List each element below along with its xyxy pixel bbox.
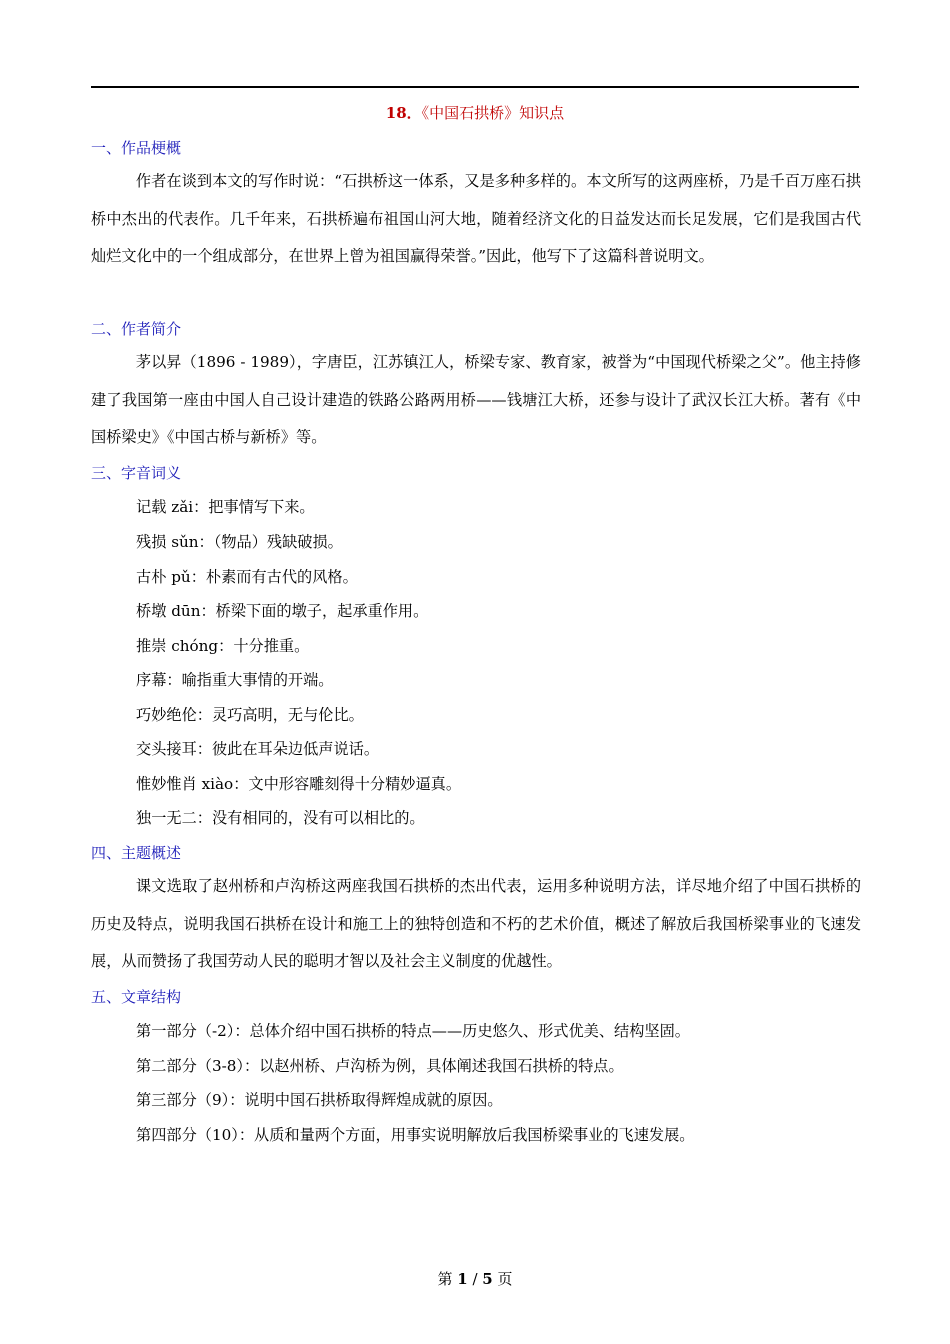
vocab-item: 古朴 pǔ：朴素而有古代的风格。 [136,568,358,586]
heading-author: 二、作者简介 [91,320,182,338]
heading-theme: 四、主题概述 [91,844,182,862]
theme-paragraph: 课文选取了赵州桥和卢沟桥这两座我国石拱桥的杰出代表，运用多种说明方法，详尽地介绍了中国石拱桥的历史及特点，说明我国石拱桥在设计和施工上的独特创造和不朽的艺术价值，概述了解放后我国桥梁事业的飞速发展，从而赞扬了我国劳动人民的聪明才智以及社会主义制度的优越性。 [91,877,861,970]
vocab-item: 惟妙惟肖 xiào：文中形容雕刻得十分精妙逼真。 [136,775,462,793]
footer-prefix: 第 [437,1270,458,1288]
page-footer [0,1268,950,1289]
header-rule [91,86,859,88]
vocab-item: 残损 sǔn：（物品）残缺破损。 [136,533,343,551]
title-number: 18． [385,104,422,122]
footer-current-page: 1 [457,1270,468,1288]
vocab-item: 巧妙绝伦：灵巧高明，无与伦比。 [136,706,364,724]
title-text: 《中国石拱桥》知识点 [421,104,565,122]
page-title [0,102,950,123]
structure-item: 第三部分（9）：说明中国石拱桥取得辉煌成就的原因。 [136,1091,503,1109]
structure-item: 第一部分（-2）：总体介绍中国石拱桥的特点——历史悠久、形式优美、结构坚固。 [136,1022,690,1040]
vocab-item: 序幕：喻指重大事情的开端。 [136,671,334,689]
footer-separator: / [467,1270,483,1288]
vocab-item: 推崇 chóng：十分推重。 [136,637,310,655]
vocab-item: 记载 zǎi：把事情写下来。 [136,498,315,516]
structure-item: 第二部分（3-8）：以赵州桥、卢沟桥为例，具体阐述我国石拱桥的特点。 [136,1057,624,1075]
footer-total-pages: 5 [482,1270,493,1288]
structure-item: 第四部分（10）：从质和量两个方面，用事实说明解放后我国桥梁事业的飞速发展。 [136,1126,695,1144]
summary-paragraph: 作者在谈到本文的写作时说：“石拱桥这一体系，又是多种多样的。本文所写的这两座桥，乃是千百万座石拱桥中杰出的代表作。几千年来，石拱桥遍布祖国山河大地，随着经济文化的日益发达而长足发展，它们是我国古代灿烂文化中的一个组成部分，在世界上曾为祖国赢得荣誉。”因此，他写下了这篇科普说明文。 [91,172,861,265]
heading-summary: 一、作品梗概 [91,139,182,157]
vocab-item: 独一无二：没有相同的，没有可以相比的。 [136,809,425,827]
heading-vocab: 三、字音词义 [91,464,182,482]
vocab-item: 桥墩 dūn：桥梁下面的墩子，起承重作用。 [136,602,429,620]
author-paragraph: 茅以昇（1896 - 1989），字唐臣，江苏镇江人，桥梁专家、教育家，被誉为“中国现代桥梁之父”。他主持修建了我国第一座由中国人自己设计建造的铁路公路两用桥——钱塘江大桥，还参与设计了武汉长江大桥。著有《中国桥梁史》《中国古桥与新桥》等。 [91,353,861,446]
heading-structure: 五、文章结构 [91,988,182,1006]
vocab-item: 交头接耳：彼此在耳朵边低声说话。 [136,740,379,758]
footer-suffix: 页 [492,1270,513,1288]
